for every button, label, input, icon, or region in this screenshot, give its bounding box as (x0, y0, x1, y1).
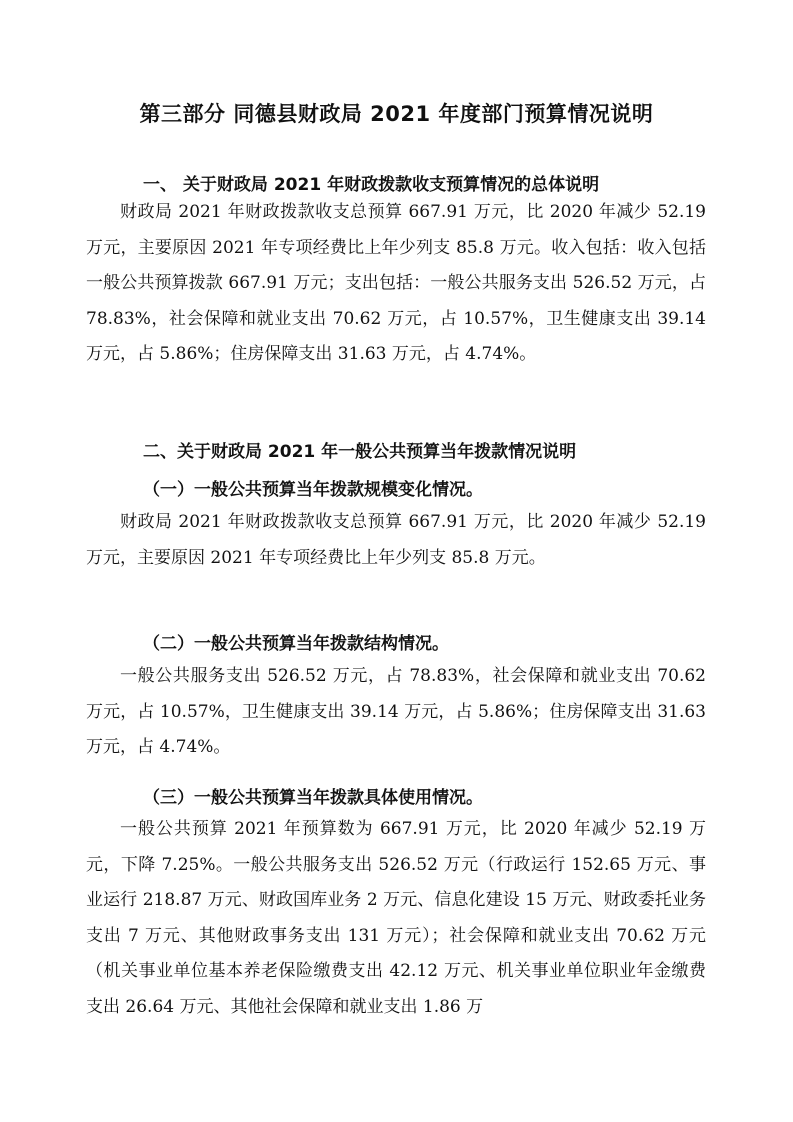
subsection-2-paragraph: 一般公共服务支出 526.52 万元，占 78.83%，社会保障和就业支出 70.62 万元，占 10.57%，卫生健康支出 39.14 万元，占 5.86%；住房保障支出 31.63 万元，占 4.74%。 (86, 666, 706, 758)
subsection-2-heading: （二）一般公共预算当年拨款结构情况。 (143, 634, 449, 654)
subsection-1-paragraph: 财政局 2021 年财政拨款收支总预算 667.91 万元，比 2020 年减少 52.19 万元，主要原因 2021 年专项经费比上年少列支 85.8 万元。 (86, 512, 706, 568)
section-1-paragraph: 财政局 2021 年财政拨款收支总预算 667.91 万元，比 2020 年减少 52.19 万元，主要原因 2021 年专项经费比上年少列支 85.8 万元。收入包括：收入包括一般公共预算拨款 667.91 万元；支出包括：一般公共服务支出 526.52 万元，占 78.83%，社会保障和就业支出 70.62 万元，占 10.57%，卫生健康支出 39.14 万元，占 5.86%；住房保障支出 31.63 万元，占 4.74%。 (86, 202, 706, 365)
section-2-heading: 二、关于财政局 2021 年一般公共预算当年拨款情况说明 (143, 442, 577, 462)
section-1-heading: 一、 关于财政局 2021 年财政拨款收支预算情况的总体说明 (143, 175, 600, 195)
document-title: 第三部分 同德县财政局 2021 年度部门预算情况说明 (139, 102, 654, 126)
subsection-3-heading: （三）一般公共预算当年拨款具体使用情况。 (143, 788, 483, 808)
subsection-3-paragraph: 一般公共预算 2021 年预算数为 667.91 万元，比 2020 年减少 52.19 万元，下降 7.25%。一般公共服务支出 526.52 万元（行政运行 152.65 万元、事业运行 218.87 万元、财政国库业务 2 万元、信息化建设 15 万元、财政委托业务支出 7 万元、其他财政事务支出 131 万元）；社会保障和就业支出 70.62 万元（机关事业单位基本养老保险缴费支出 42.12 万元、机关事业单位职业年金缴费支出 26.64 万元、其他社会保障和就业支出 1.86 万 (86, 819, 706, 1017)
subsection-1-heading: （一）一般公共预算当年拨款规模变化情况。 (143, 480, 483, 500)
